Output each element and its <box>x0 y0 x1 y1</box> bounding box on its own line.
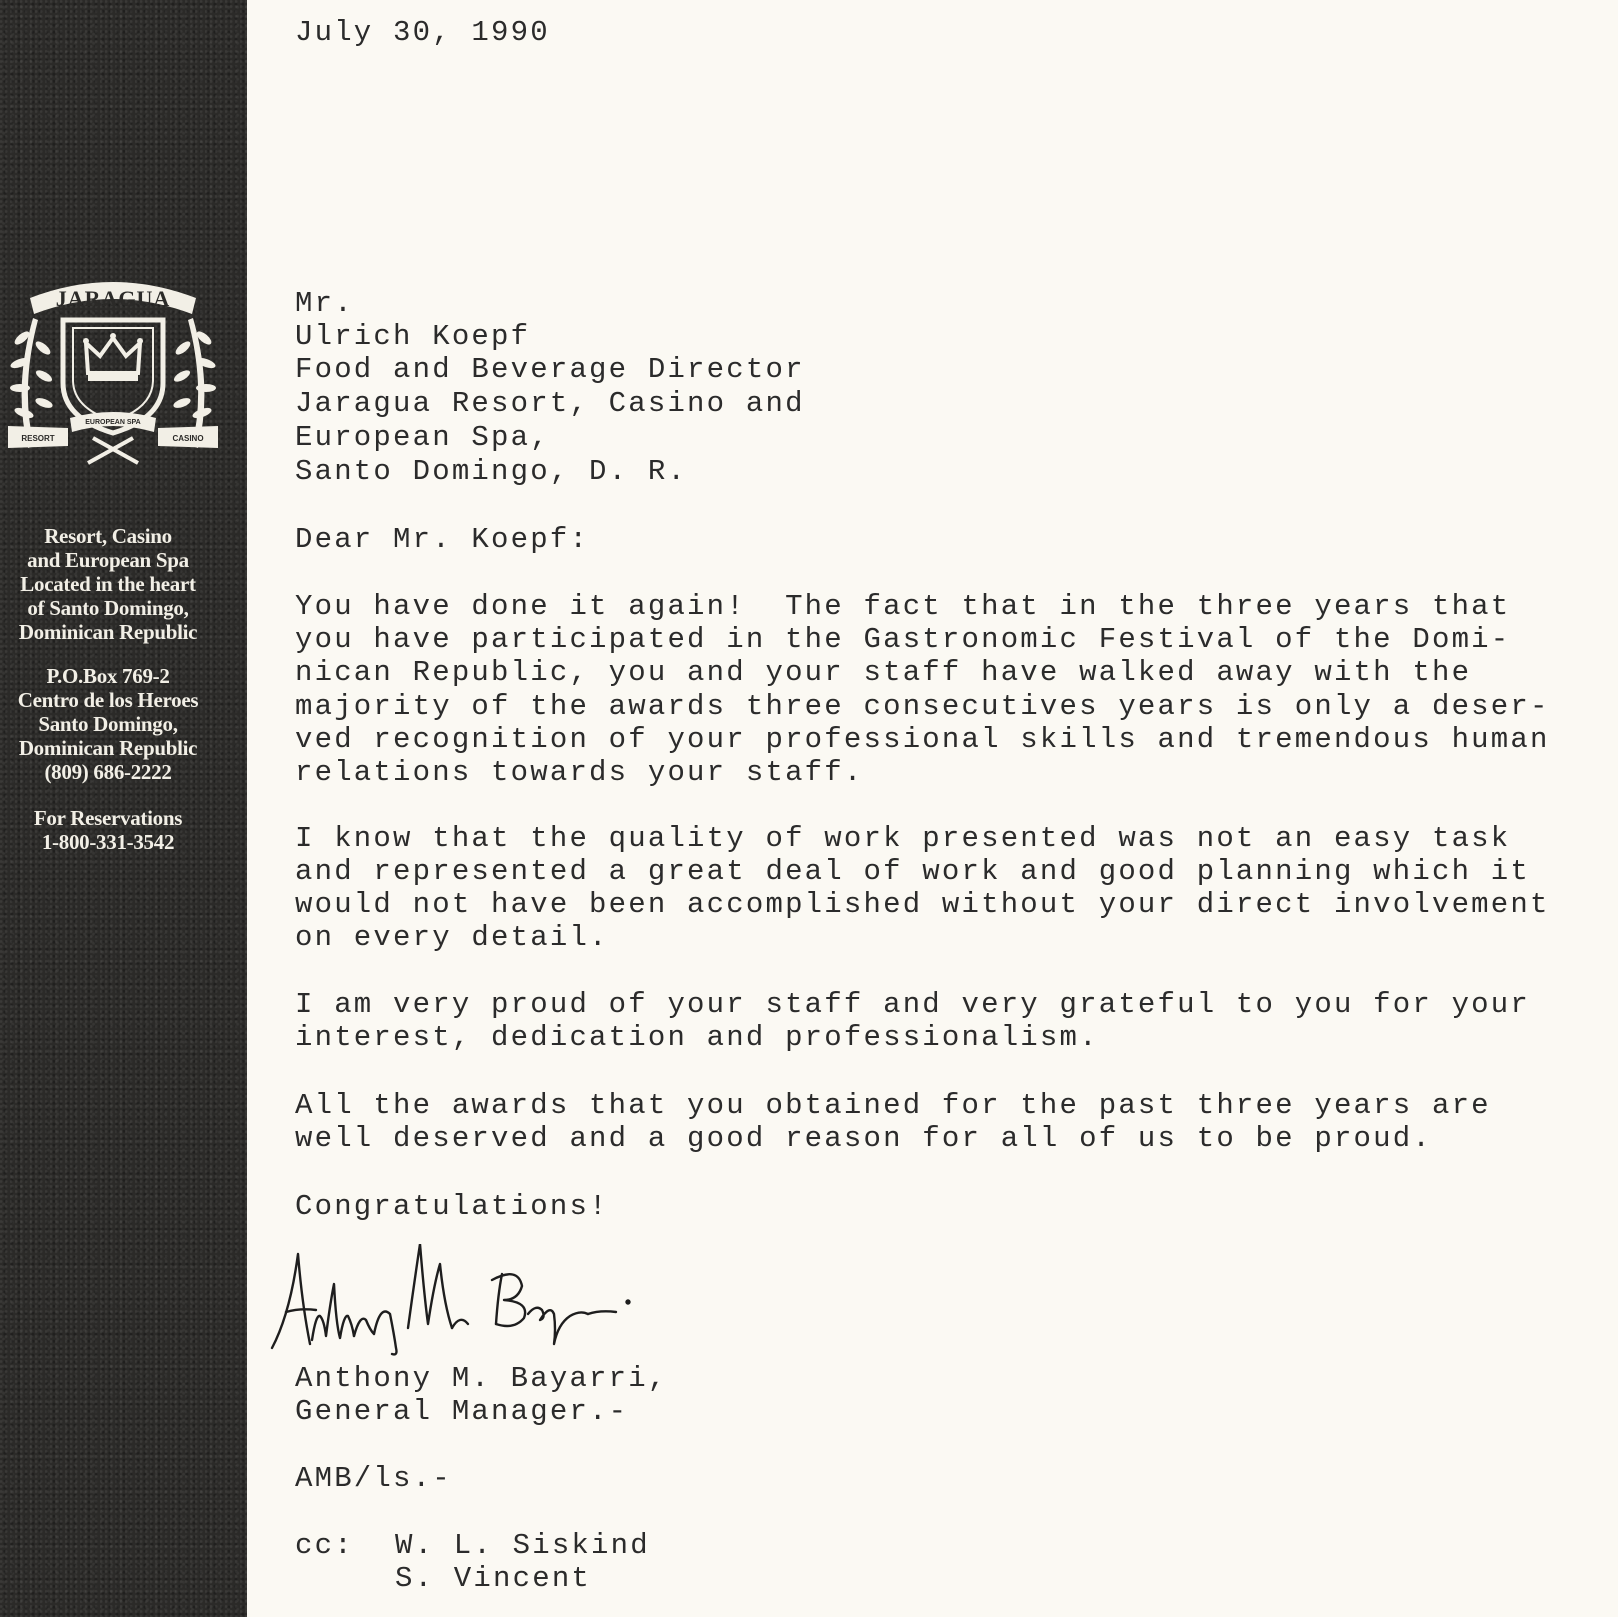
ribbon-center-text: EUROPEAN SPA <box>85 419 141 426</box>
phone-number: (809) 686-2222 <box>44 760 172 784</box>
tagline-line: of Santo Domingo, <box>27 596 189 620</box>
letter-body <box>295 0 1595 1617</box>
crown-icon <box>83 333 143 381</box>
recipient-line: Santo Domingo, D. R. <box>295 455 688 488</box>
reference-initials: AMB/ls.- <box>295 1462 452 1495</box>
ribbon-left-text: RESORT <box>21 434 55 443</box>
tagline-line: Dominican Republic <box>18 620 198 644</box>
tagline-line: Resort, Casino <box>44 524 172 548</box>
address-line: Santo Domingo, <box>38 712 178 736</box>
paragraph-line: you have participated in the Gastronomic Festival of the Domi- <box>295 623 1511 656</box>
recipient-line: Jaragua Resort, Casino and <box>295 387 805 420</box>
address-line: Centro de los Heroes <box>17 688 199 712</box>
letterhead-address <box>0 664 216 784</box>
tagline-line: and European Spa <box>27 548 189 572</box>
jaragua-crest-logo <box>8 268 218 468</box>
letterhead-tagline <box>0 524 216 644</box>
recipient-line: Mr. <box>295 287 354 320</box>
handwritten-signature <box>270 1244 650 1364</box>
address-line: P.O.Box 769-2 <box>46 664 170 688</box>
cc-recipient: W. L. Siskind <box>395 1529 650 1562</box>
recipient-line: European Spa, <box>295 421 550 454</box>
address-line: Dominican Republic <box>18 736 198 760</box>
crest-title: JARAGUA <box>55 286 171 311</box>
letterhead-reservations <box>0 806 216 854</box>
signer-title: General Manager.- <box>295 1395 629 1428</box>
paragraph-line: would not have been accomplished without your direct involvement <box>295 888 1550 921</box>
paragraph-line: interest, dedication and professionalism. <box>295 1021 1099 1054</box>
paragraph-line: ved recognition of your professional skills and tremendous human <box>295 723 1550 756</box>
recipient-line: Food and Beverage Director <box>295 353 805 386</box>
signer-name: Anthony M. Bayarri, <box>295 1362 668 1395</box>
closing: Congratulations! <box>295 1190 609 1223</box>
paragraph-line: I know that the quality of work presented was not an easy task <box>295 822 1511 855</box>
paragraph-line: on every detail. <box>295 921 609 954</box>
letter-date: July 30, 1990 <box>295 16 550 49</box>
paragraph-line: You have done it again! The fact that in the three years that <box>295 590 1511 623</box>
cc-label: cc: <box>295 1529 354 1562</box>
tagline-line: Located in the heart <box>20 572 196 596</box>
cc-recipient: S. Vincent <box>395 1562 592 1595</box>
reservations-label: For Reservations <box>33 806 183 830</box>
reservations-number: 1-800-331-3542 <box>41 830 175 854</box>
paragraph-line: majority of the awards three consecutives years is only a deser- <box>295 690 1550 723</box>
paragraph-line: relations towards your staff. <box>295 756 864 789</box>
paragraph-line: and represented a great deal of work and good planning which it <box>295 855 1530 888</box>
paragraph-line: All the awards that you obtained for the past three years are <box>295 1089 1491 1122</box>
recipient-name: Ulrich Koepf <box>295 320 531 353</box>
salutation: Dear Mr. Koepf: <box>295 523 590 556</box>
ribbon-right-text: CASINO <box>172 434 204 443</box>
paragraph-line: nican Republic, you and your staff have walked away with the <box>295 656 1472 689</box>
letterhead-sidebar <box>0 0 247 1617</box>
paragraph-line: I am very proud of your staff and very grateful to you for your <box>295 988 1530 1021</box>
paragraph-line: well deserved and a good reason for all of us to be proud. <box>295 1122 1432 1155</box>
